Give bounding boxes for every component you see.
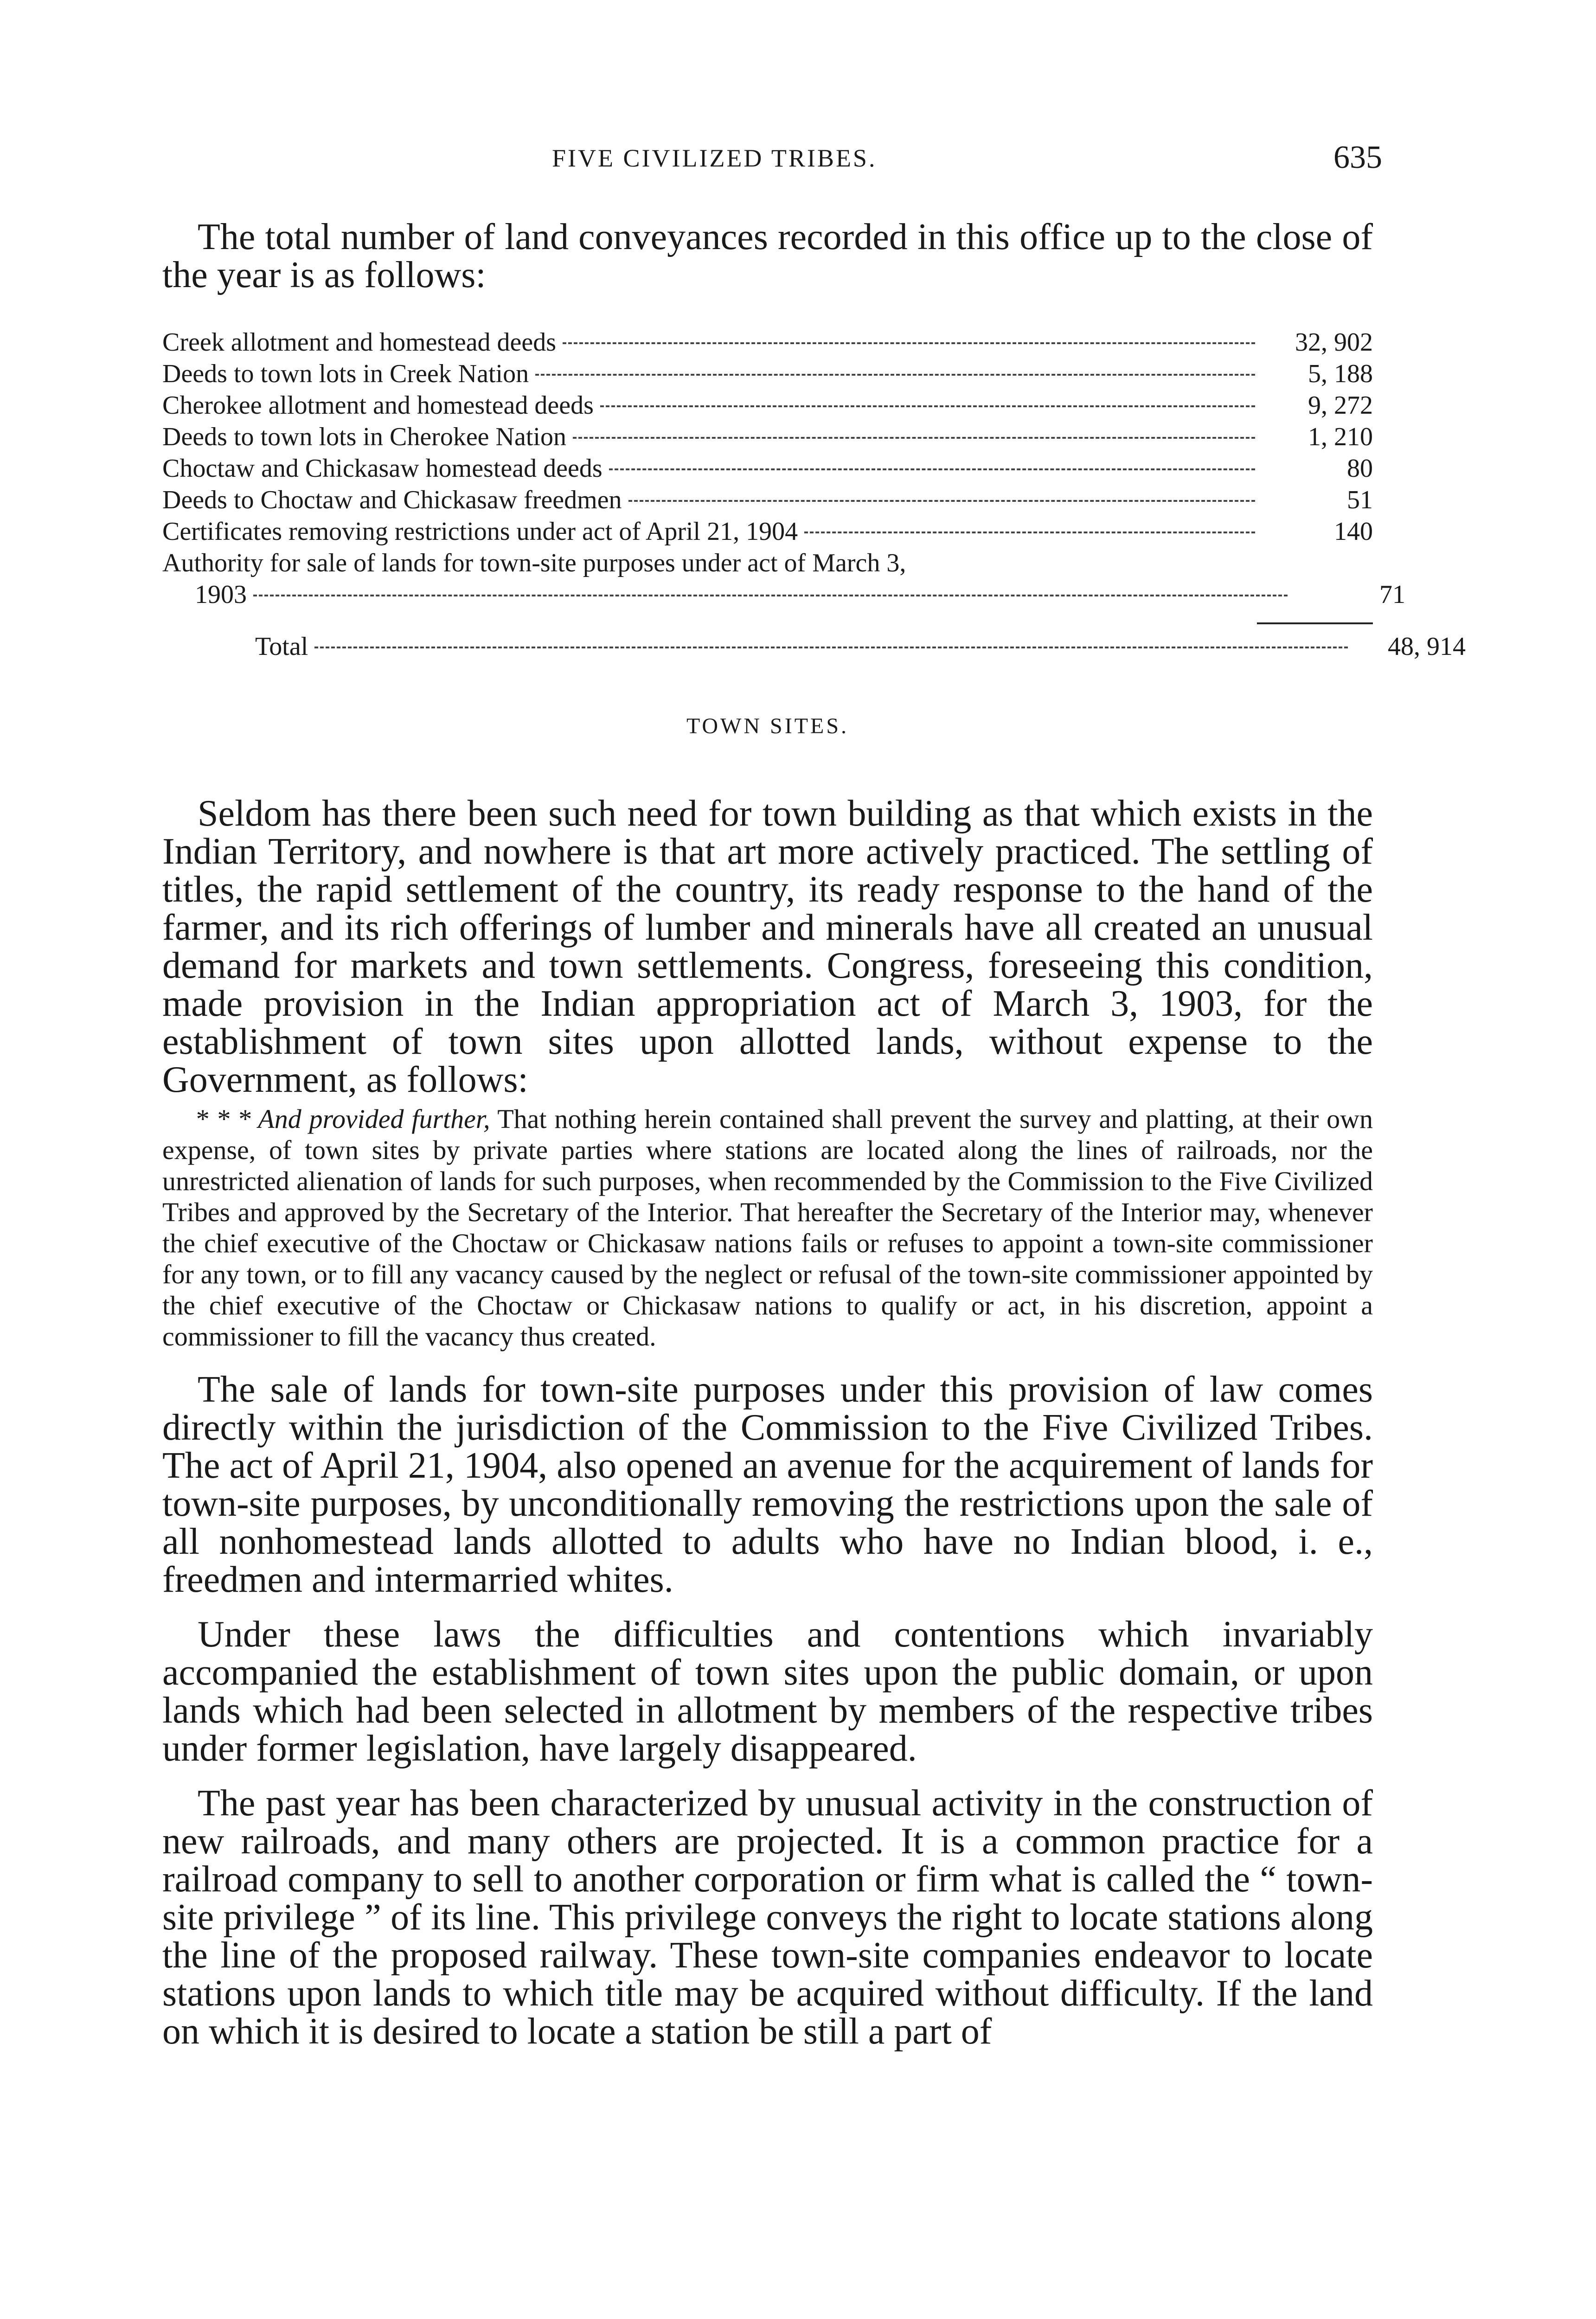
- row-label: Deeds to town lots in Creek Nation: [162, 359, 529, 388]
- row-value: 71: [1379, 580, 1405, 609]
- row-label: Choctaw and Chickasaw homestead deeds: [162, 454, 603, 483]
- dot-leader: [535, 374, 1255, 376]
- dot-leader: [804, 532, 1255, 533]
- table-row: [162, 579, 1405, 610]
- table-row: [162, 516, 1373, 547]
- row-label: Authority for sale of lands for town-site purposes under act of March 3,: [162, 549, 906, 577]
- table-row: [162, 358, 1373, 390]
- running-head: FIVE CIVILIZED TRIBES.: [552, 144, 877, 172]
- table-row: [162, 547, 1373, 579]
- dot-leader: [600, 405, 1255, 407]
- paragraph: Seldom has there been such need for town building as that which exists in the Indian Territory, and nowhere is that art more actively practiced. The settling of titles, the rapid settlement of the country, its ready response to the hand of the farmer, and its rich offerings of lumber and minerals have all created an unusual demand for markets and town settlements. Congress, foreseeing this condition, made provision in the Indian appropriation act of March 3, 1903, for the establishment of town sites upon allotted lands, without expense to the Government, as follows:: [162, 793, 1373, 1100]
- table-row: [162, 484, 1373, 516]
- quote-lead: * * * And provided further,: [195, 1104, 490, 1134]
- paragraph: Under these laws the difficulties and contentions which invariably accompanied the establishment of town sites upon the public domain, or upon lands which had been selected in allotment by members of the respective tribes under former legislation, have largely disappeared.: [162, 1614, 1373, 1769]
- table-row: [162, 421, 1373, 453]
- sum-rule: [1257, 622, 1373, 624]
- row-value: 5, 188: [1308, 359, 1373, 388]
- total-label: Total: [255, 632, 308, 661]
- page-body: [162, 217, 1466, 2052]
- table-row: [162, 453, 1373, 484]
- dot-leader: [628, 500, 1255, 502]
- row-label: Certificates removing restrictions under act of April 21, 1904: [162, 517, 798, 546]
- row-label: Deeds to town lots in Cherokee Nation: [162, 423, 566, 451]
- table-row: [162, 390, 1373, 421]
- row-value: 140: [1334, 517, 1373, 546]
- dot-leader: [253, 595, 1288, 596]
- conveyance-table: [162, 327, 1466, 662]
- total-value: 48, 914: [1388, 632, 1466, 661]
- intro-paragraph: The total number of land conveyances recorded in this office up to the close of the year is as follows:: [162, 217, 1373, 295]
- table-row: [162, 327, 1373, 358]
- section-heading: TOWN SITES.: [686, 714, 849, 738]
- dot-leader: [314, 647, 1348, 648]
- dot-leader: [573, 437, 1255, 439]
- paragraph: The sale of lands for town-site purposes under this provision of law comes directly within the jurisdiction of the Commission to the Five Civilized Tribes. The act of April 21, 1904, also opened an avenue for the acquirement of lands for town-site purposes, by unconditionally removing the restrictions upon the sale of all nonhomestead lands allotted to adults who have no Indian blood, i. e., freedmen and intermarried whites.: [162, 1369, 1373, 1600]
- row-value: 51: [1347, 486, 1373, 514]
- paragraph: The past year has been characterized by unusual activity in the construction of new railroads, and many others are projected. It is a common practice for a railroad company to sell to another corporation or firm what is called the “ town-site privilege ” of its line. This privilege conveys the right to locate stations along the line of the proposed railway. These town-site companies endeavor to locate stations upon lands to which title may be acquired without difficulty. If the land on which it is desired to locate a station be still a part of: [162, 1783, 1373, 2052]
- total-row: [162, 631, 1466, 662]
- quote-body: That nothing herein contained shall prevent the survey and platting, at their own expense, of town sites by private parties where stations are located along the lines of railroads, nor the unrestricted alienation of lands for such purposes, when recommended by the Commission to the Five Civilized Tribes and approved by the Secretary of the Interior. That hereafter the Secretary of the Interior may, whenever the chief executive of the Choctaw or Chickasaw nations fails or refuses to appoint a town-site commissioner for any town, or to fill any vacancy caused by the neglect or refusal of the town-site commissioner appointed by the chief executive of the Choctaw or Chickasaw nations to qualify or act, in his discretion, appoint a commissioner to fill the vacancy thus created.: [162, 1104, 1373, 1352]
- row-value: 9, 272: [1308, 391, 1373, 420]
- row-value: 80: [1347, 454, 1373, 483]
- page-header: [552, 139, 1382, 181]
- page-number: 635: [1333, 140, 1382, 175]
- dot-leader: [609, 468, 1255, 470]
- row-label: Deeds to Choctaw and Chickasaw freedmen: [162, 486, 622, 514]
- row-value: 32, 902: [1295, 328, 1373, 357]
- row-label: Creek allotment and homestead deeds: [162, 328, 557, 357]
- dot-leader: [563, 342, 1255, 344]
- row-label: 1903: [195, 580, 247, 609]
- row-value: 1, 210: [1308, 423, 1373, 451]
- row-label: Cherokee allotment and homestead deeds: [162, 391, 594, 420]
- statute-quote: [162, 1103, 1373, 1352]
